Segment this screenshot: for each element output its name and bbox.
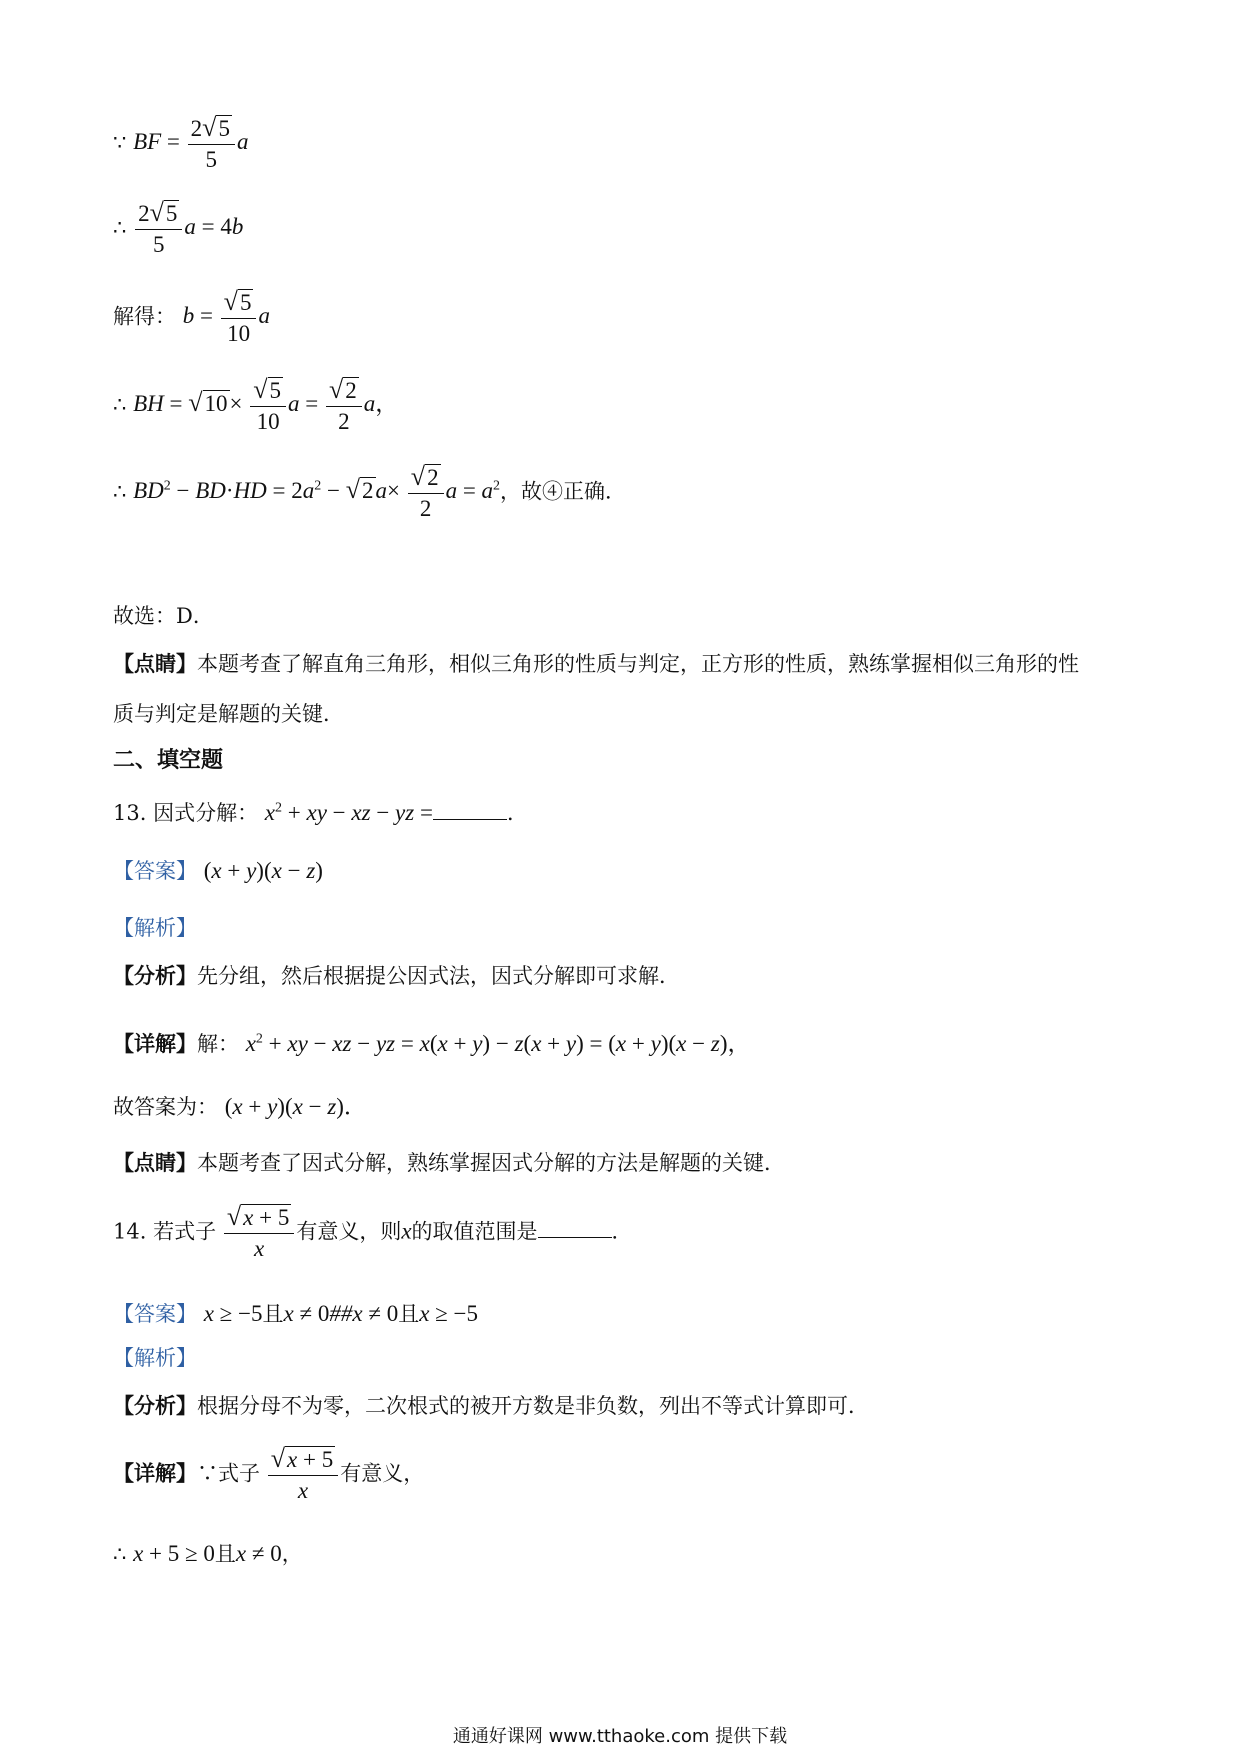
line-eq-4b: ∴ $\frac{2√5}{5}$ a = 4b: [113, 198, 244, 257]
formula-b: b = $\frac{√5}{10}$ a: [182, 287, 270, 346]
q13-xiangjie: 【详解】解： $x^2$ + xy − xz − yz = x(x + y) − z(x + y) = (x + y)(x − z)，: [113, 1031, 751, 1056]
section-title: 二、填空题: [113, 747, 224, 773]
line-choose: 故选：D．: [113, 604, 214, 628]
q14-fraction: $\frac{√x + 5}{x}$: [216, 1218, 296, 1243]
q14-blank: [538, 1217, 612, 1238]
formula-bf: BF = $\frac{2√5}{5}$ a: [133, 113, 249, 172]
note1-line-a: 【点睛】本题考查了解直角三角形，相似三角形的性质与判定，正方形的性质，熟练掌握相似三角形的性: [113, 651, 1079, 676]
formula-bh: BH = √10× $\frac{√5}{10}$ a = $\frac{√2}{2}$ a，: [133, 375, 399, 434]
q14-last: ∴ x + 5 ≥ 0且x ≠ 0，: [113, 1541, 303, 1566]
q13-analysis: 【解析】: [113, 916, 197, 940]
q13-final: 故答案为： (x + y)(x − z)．: [113, 1094, 367, 1119]
line-bd: ∴ $BD^2 - BD\cdot HD = 2a^2 - √2a\times$ $\frac{√2}{2}$ $a = a^2$，故④正确．: [113, 462, 627, 521]
line-bf: ∵ BF = $\frac{2√5}{5}$ a: [113, 113, 249, 172]
q14-fenxi: 【分析】根据分母不为零，二次根式的被开方数是非负数，列出不等式计算即可．: [113, 1393, 869, 1418]
q13-stem: 13. 因式分解： $x^2$ + xy − xz − yz = ．: [113, 800, 528, 825]
formula-bd: $BD^2 - BD\cdot HD = 2a^2 - √2a\times$ $\frac{√2}{2}$ $a = a^2$: [133, 462, 501, 521]
q13-note: 【点睛】本题考查了因式分解，熟练掌握因式分解的方法是解题的关键．: [113, 1150, 785, 1175]
q14-answer: 【答案】 x ≥ −5且x ≠ 0##x ≠ 0且x ≥ −5: [113, 1301, 479, 1326]
note1-line-b: 质与判定是解题的关键．: [113, 702, 344, 726]
formula-eq-4b: $\frac{2√5}{5}$ a = 4b: [133, 214, 243, 239]
line-solve-b: 解得： b = $\frac{√5}{10}$ a: [113, 287, 270, 346]
q14-stem: 14. 若式子 $\frac{√x + 5}{x}$ 有意义，则x的取值范围是 ．: [113, 1202, 633, 1261]
q14-analysis: 【解析】: [113, 1346, 197, 1370]
q14-xiangjie: 【详解】∵式子 $\frac{√x + 5}{x}$ 有意义，: [113, 1444, 425, 1503]
page-footer: 通通好课网 www.tthaoke.com 提供下载: [452, 1726, 788, 1747]
line-bh: ∴ BH = √10× $\frac{√5}{10}$ a = $\frac{√2}{2}$ a，: [113, 375, 399, 434]
q13-fenxi: 【分析】先分组，然后根据提公因式法，因式分解即可求解．: [113, 963, 680, 988]
q13-answer: 【答案】 (x + y)(x − z): [113, 858, 323, 883]
q13-blank: [433, 799, 507, 820]
q13-expression: $x^2$ + xy − xz − yz =: [264, 800, 433, 825]
